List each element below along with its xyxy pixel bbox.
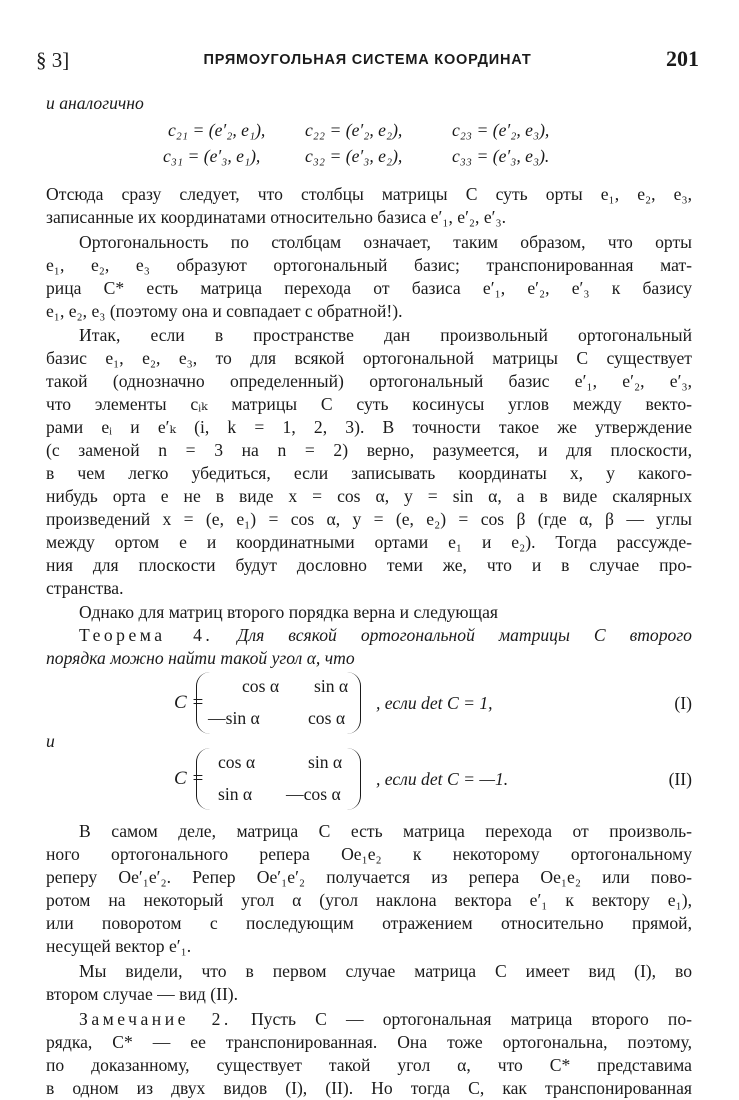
matrix-lhs: C = [174, 692, 205, 713]
paragraph-line: (с заменой n = 3 на n = 2) верно, разумеется, и для плоскости, [46, 440, 692, 460]
matrix-equation-2 [46, 748, 692, 812]
matrix-equation-1 [46, 672, 692, 736]
theorem-label: Теорема 4. [79, 625, 214, 645]
running-header [36, 44, 699, 74]
remark-line: в одном из двух видов (I), (II). Но тогда C, как транспонированная [46, 1078, 692, 1098]
matrix-cell: sin α [218, 784, 253, 804]
remark-label: Замечание 2. [79, 1009, 232, 1029]
matrix-cell: cos α [242, 676, 280, 696]
matrix-cell: —cos α [286, 784, 341, 804]
paragraph-line: произведений x = (e, e₁) = cos α, y = (e, e₂) = cos β (где α, β — углы [46, 509, 692, 529]
paragraph-line: записанные их координатами относительно базиса e′₁, e′₂, e′₃. [46, 207, 507, 227]
theorem-text: Для всякой ортогональной матрицы C второго [237, 625, 692, 645]
right-paren [346, 672, 361, 734]
paragraph-line: рица C* есть матрица перехода от базиса e′₁, e′₂, e′₃ к базису [46, 278, 692, 298]
matrix-lhs: C = [174, 768, 205, 789]
paragraph-line: e₁, e₂, e₃ (поэтому она и совпадает с обратной!). [46, 301, 403, 321]
paragraph-line: реперу Oe′₁e′₂. Репер Oe′₁e′₂ получается из репера Oe₁e₂ или пово- [46, 867, 692, 887]
remark-line: рядка, C* — ее транспонированная. Она тоже ортогональна, поэтому, [46, 1032, 692, 1052]
paragraph-line: рами eᵢ и e′ₖ (i, k = 1, 2, 3). В точности такое же утверждение [46, 417, 692, 437]
paragraph-line: втором случае — вид (II). [46, 984, 239, 1004]
matrix-condition: , если det C = —1. [376, 769, 509, 789]
running-title: ПРЯМОУГОЛЬНАЯ СИСТЕМА КООРДИНАТ [203, 52, 532, 68]
left-paren [196, 748, 211, 810]
matrix-cell: cos α [218, 752, 256, 772]
matrix-cell: —sin α [208, 708, 260, 728]
remark-line [79, 1008, 692, 1030]
paragraph-line: Отсюда сразу следует, что столбцы матрицы C суть орты e₁, e₂, e₃, [46, 184, 692, 204]
matrix-cell: sin α [308, 752, 343, 772]
paragraph-line: что элементы cᵢₖ матрицы C суть косинусы углов между векто- [46, 394, 692, 414]
theorem-line [79, 624, 692, 646]
eq-c22: c₂₂ = (e′₂, e₂), [305, 120, 403, 140]
matrix-cell: sin α [314, 676, 349, 696]
page-number: 201 [666, 46, 699, 71]
paragraph-line: ного ортогонального репера Oe₁e₂ к некоторому ортогональному [46, 844, 692, 864]
paragraph-line: Ортогональность по столбцам означает, таким образом, что орты [79, 232, 692, 252]
equation-tag: (I) [674, 693, 692, 713]
paragraph-line: в чем легко убедиться, если записывать координаты x, y какого- [46, 463, 692, 483]
paragraph-line: e₁, e₂, e₃ образуют ортогональный базис; транспонированная мат- [46, 255, 692, 275]
eq-c32: c₃₂ = (e′₃, e₂), [305, 146, 403, 166]
connector-and: и [46, 731, 55, 751]
eq-c31: c₃₁ = (e′₃, e₁), [163, 146, 261, 166]
paragraph-line: ния для плоскости будут дословно теми же, что и в случае про- [46, 555, 692, 575]
eq-c23: c₂₃ = (e′₂, e₃), [452, 120, 550, 140]
paragraph-line: базис e₁, e₂, e₃, то для всякой ортогональной матрицы C существует [46, 348, 692, 368]
right-paren [346, 748, 361, 810]
remark-text: Пусть C — ортогональная матрица второго по- [250, 1009, 692, 1029]
matrix-condition: , если det C = 1, [376, 693, 493, 713]
eq-c33: c₃₃ = (e′₃, e₃). [452, 146, 550, 166]
section-number: § 3] [36, 48, 70, 72]
paragraph-line: ротом на некоторый угол α (угол наклона вектора e′₁ к вектору e₁), [46, 890, 692, 910]
equation-tag: (II) [668, 769, 692, 789]
theorem-line: порядка можно найти такой угол α, что [46, 648, 355, 668]
remark-line: по доказанному, существует такой угол α, что C* представима [46, 1055, 692, 1075]
intro-line: и аналогично [46, 93, 144, 113]
paragraph-line: странства. [46, 578, 124, 598]
paragraph-line: между ортом e и координатными ортами e₁ и e₂). Тогда рассужде- [46, 532, 692, 552]
matrix-cell: cos α [308, 708, 346, 728]
paragraph-line: Мы видели, что в первом случае матрица C имеет вид (I), во [79, 961, 692, 981]
paragraph-line: В самом деле, матрица C есть матрица перехода от произволь- [79, 821, 692, 841]
paragraph-line: Итак, если в пространстве дан произвольный ортогональный [79, 325, 692, 345]
paragraph-line: несущей вектор e′₁. [46, 936, 192, 956]
paragraph-line: или поворотом с последующим отражением относительно прямой, [46, 913, 692, 933]
paragraph-line: Однако для матриц второго порядка верна и следующая [79, 602, 499, 622]
eq-c21: c₂₁ = (e′₂, e₁), [168, 120, 266, 140]
paragraph-line: такой (однозначно определенный) ортогональный базис e′₁, e′₂, e′₃, [46, 371, 692, 391]
paragraph-line: нибудь орта e не в виде x = cos α, y = sin α, а в виде скалярных [46, 486, 692, 506]
